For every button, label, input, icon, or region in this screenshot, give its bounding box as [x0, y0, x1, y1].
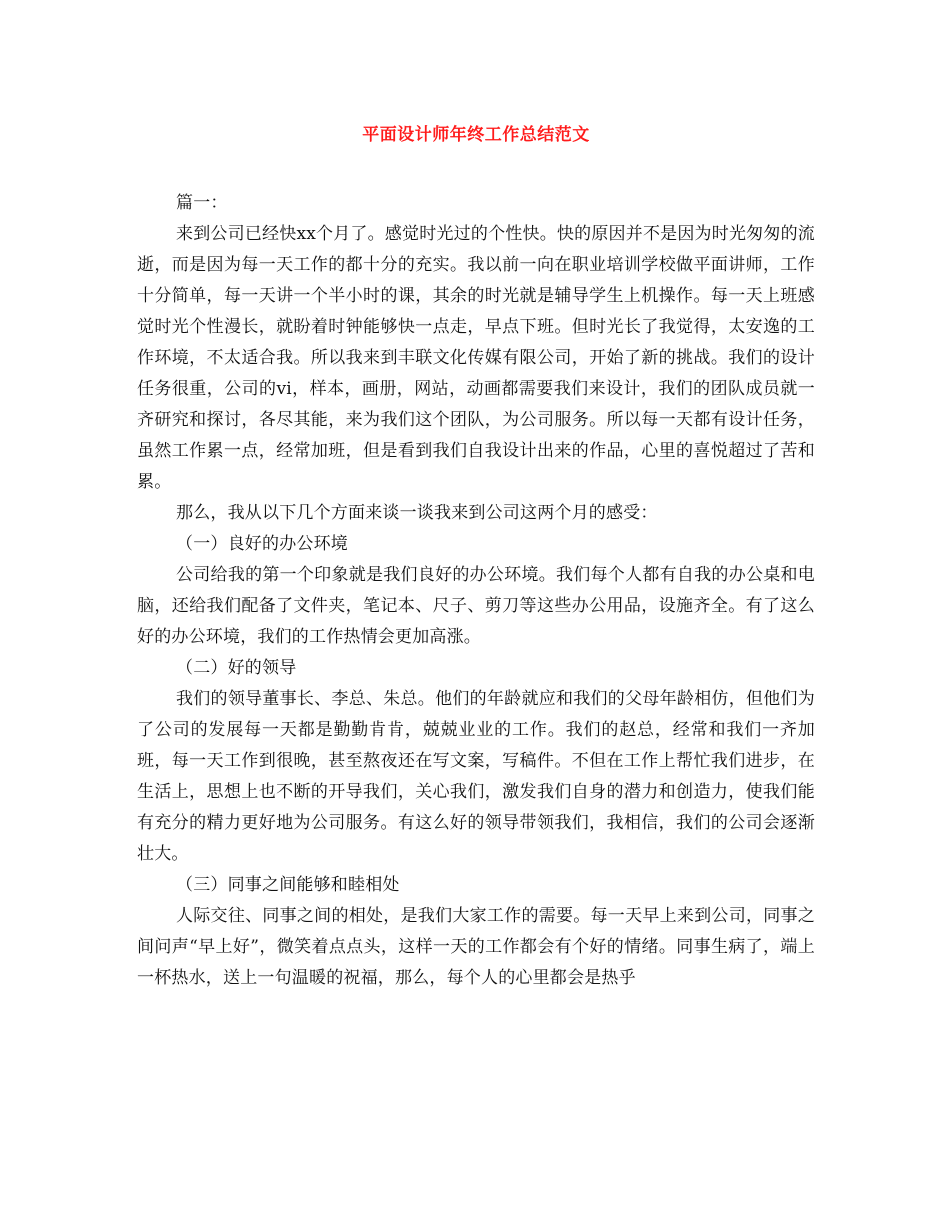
- paragraph-intro: 来到公司已经快xx个月了。感觉时光过的个性快。快的原因并不是因为时光匆匆的流逝，而是因为每一天工作的都十分的充实。我以前一向在职业培训学校做平面讲师，工作十分简单，每一天讲一个半小时的课，其余的时光就是辅导学生上机操作。每一天上班感觉时光个性漫长，就盼着时钟能够快一点走，早点下班。但时光长了我觉得，太安逸的工作环境，不太适合我。所以我来到丰联文化传媒有限公司，开始了新的挑战。我们的设计任务很重，公司的vi，样本，画册，网站，动画都需要我们来设计，我们的团队成员就一齐研究和探讨，各尽其能，来为我们这个团队，为公司服务。所以每一天都有设计任务，虽然工作累一点，经常加班，但是看到我们自我设计出来的作品，心里的喜悦超过了苦和累。: [137, 224, 815, 492]
- heading-good-leaders: （二）好的领导: [176, 658, 297, 678]
- document-title: 平面设计师年终工作总结范文: [362, 125, 590, 145]
- paragraph-good-leaders: 我们的领导董事长、李总、朱总。他们的年龄就应和我们的父母年龄相仿，但他们为了公司的发展每一天都是勤勤肯肯，兢兢业业的工作。我们的赵总，经常和我们一齐加班，每一天工作到很晚，甚至熬夜还在写文案，写稿件。不但在工作上帮忙我们进步，在生活上，思想上也不断的开导我们，关心我们，激发我们自身的潜力和创造力，使我们能有充分的精力更好地为公司服务。有这么好的领导带领我们，我相信，我们的公司会逐渐壮大。: [137, 689, 815, 864]
- heading-office-environment: （一）良好的办公环境: [176, 534, 348, 554]
- paragraph-office-environment: 公司给我的第一个印象就是我们良好的办公环境。我们每个人都有自我的办公桌和电脑，还给我们配备了文件夹，笔记本、尺子、剪刀等这些办公用品，设施齐全。有了这么好的办公环境，我们的工作热情会更加高涨。: [137, 565, 815, 647]
- paragraph-section-label: 篇一：: [176, 193, 228, 213]
- heading-colleagues: （三）同事之间能够和睦相处: [176, 875, 400, 895]
- paragraph-overview: 那么，我从以下几个方面来谈一谈我来到公司这两个月的感受：: [176, 503, 658, 523]
- paragraph-colleagues: 人际交往、同事之间的相处，是我们大家工作的需要。每一天早上来到公司，同事之间问声“早上好”，微笑着点点头，这样一天的工作都会有个好的情绪。同事生病了，端上一杯热水，送上一句温暖的祝福，那么，每个人的心里都会是热乎: [137, 906, 815, 988]
